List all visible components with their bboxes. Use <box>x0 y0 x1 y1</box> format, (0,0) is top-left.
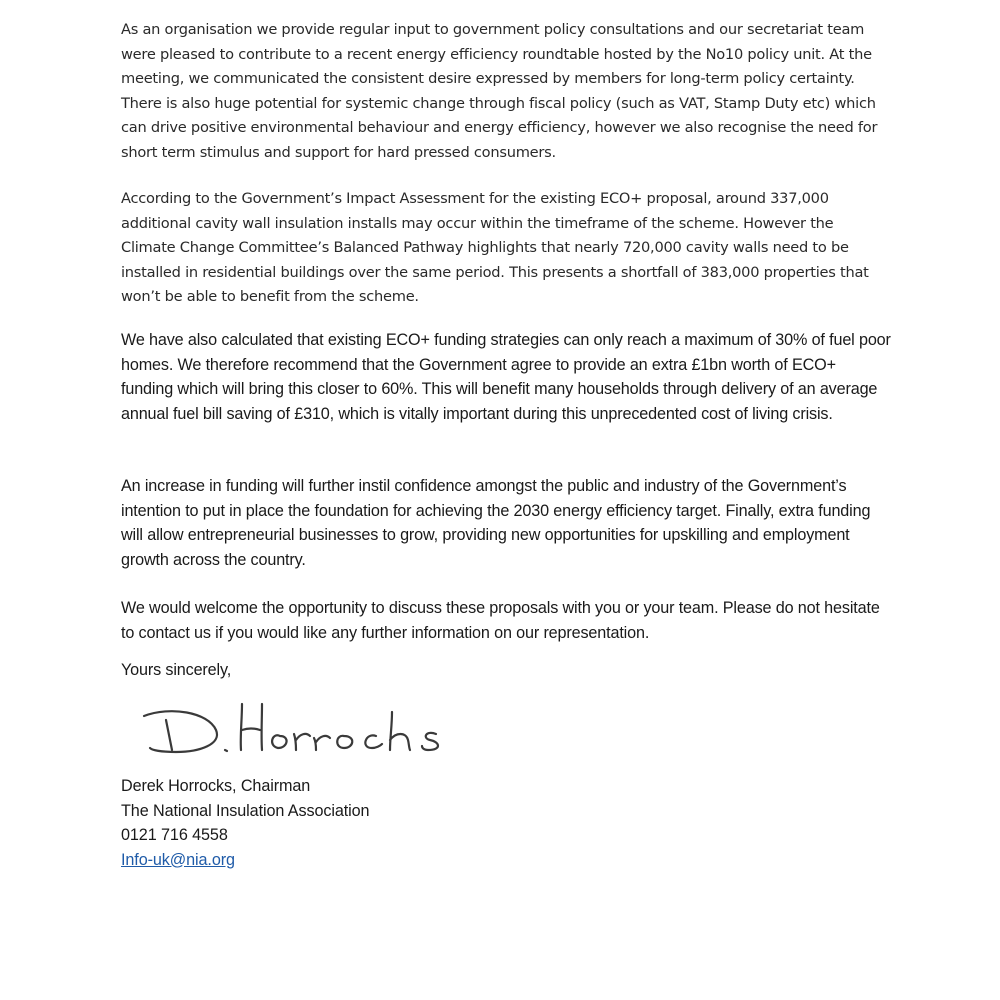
signatory-phone: 0121 716 4558 <box>121 826 228 844</box>
closing-salutation: Yours sincerely, <box>121 661 232 679</box>
signatory-organisation: The National Insulation Association <box>121 801 370 820</box>
paragraph-funding-confidence: An increase in funding will further instil confidence amongst the public and industry of the Government’s intention to put in place the foundation for achieving the 2030 energy efficiency target. Finally, extra funding will allow entrepreneurial businesses to grow, providing new opportunities for upskilling and employment growth across the country. <box>121 477 871 569</box>
signatory-details <box>121 774 621 872</box>
signature-drawing <box>130 690 470 760</box>
paragraph-funding-recommendation: We have also calculated that existing ECO+ funding strategies can only reach a maximum of 30% of fuel poor homes. We therefore recommend that the Government agree to provide an extra £1bn worth of ECO+ funding which will bring this closer to 60%. This will benefit many households through delivery of an average annual fuel bill saving of £310, which is vitally important during this unprecedented cost of living crisis. <box>121 331 891 423</box>
paragraph-policy-input: As an organisation we provide regular input to government policy consultations and our secretariat team were pleased to contribute to a recent energy efficiency roundtable hosted by the No10 policy unit. At the meeting, we communicated the consistent desire expressed by members for long-term policy certainty. There is also huge potential for systemic change through fiscal policy (such as VAT, Stamp Duty etc) which can drive positive environmental behaviour and energy efficiency, however we also recognise the need for short term stimulus and support for hard pressed consumers. <box>121 21 878 161</box>
handwritten-signature <box>130 690 470 760</box>
signatory-email-link[interactable]: Info-uk@nia.org <box>121 850 235 869</box>
signatory-name-title: Derek Horrocks, Chairman <box>121 777 311 795</box>
paragraph-impact-assessment: According to the Government’s Impact Assessment for the existing ECO+ proposal, around 337,000 additional cavity wall insulation installs may occur within the timeframe of the scheme. However the Climate Change Committee’s Balanced Pathway highlights that nearly 720,000 cavity walls need to be installed in residential buildings over the same period. This presents a shortfall of 383,000 properties that won’t be able to benefit from the scheme. <box>121 190 869 305</box>
paragraph-contact-invitation: We would welcome the opportunity to discuss these proposals with you or your team. Please do not hesitate to contact us if you would like any further information on our representation. <box>121 599 880 642</box>
